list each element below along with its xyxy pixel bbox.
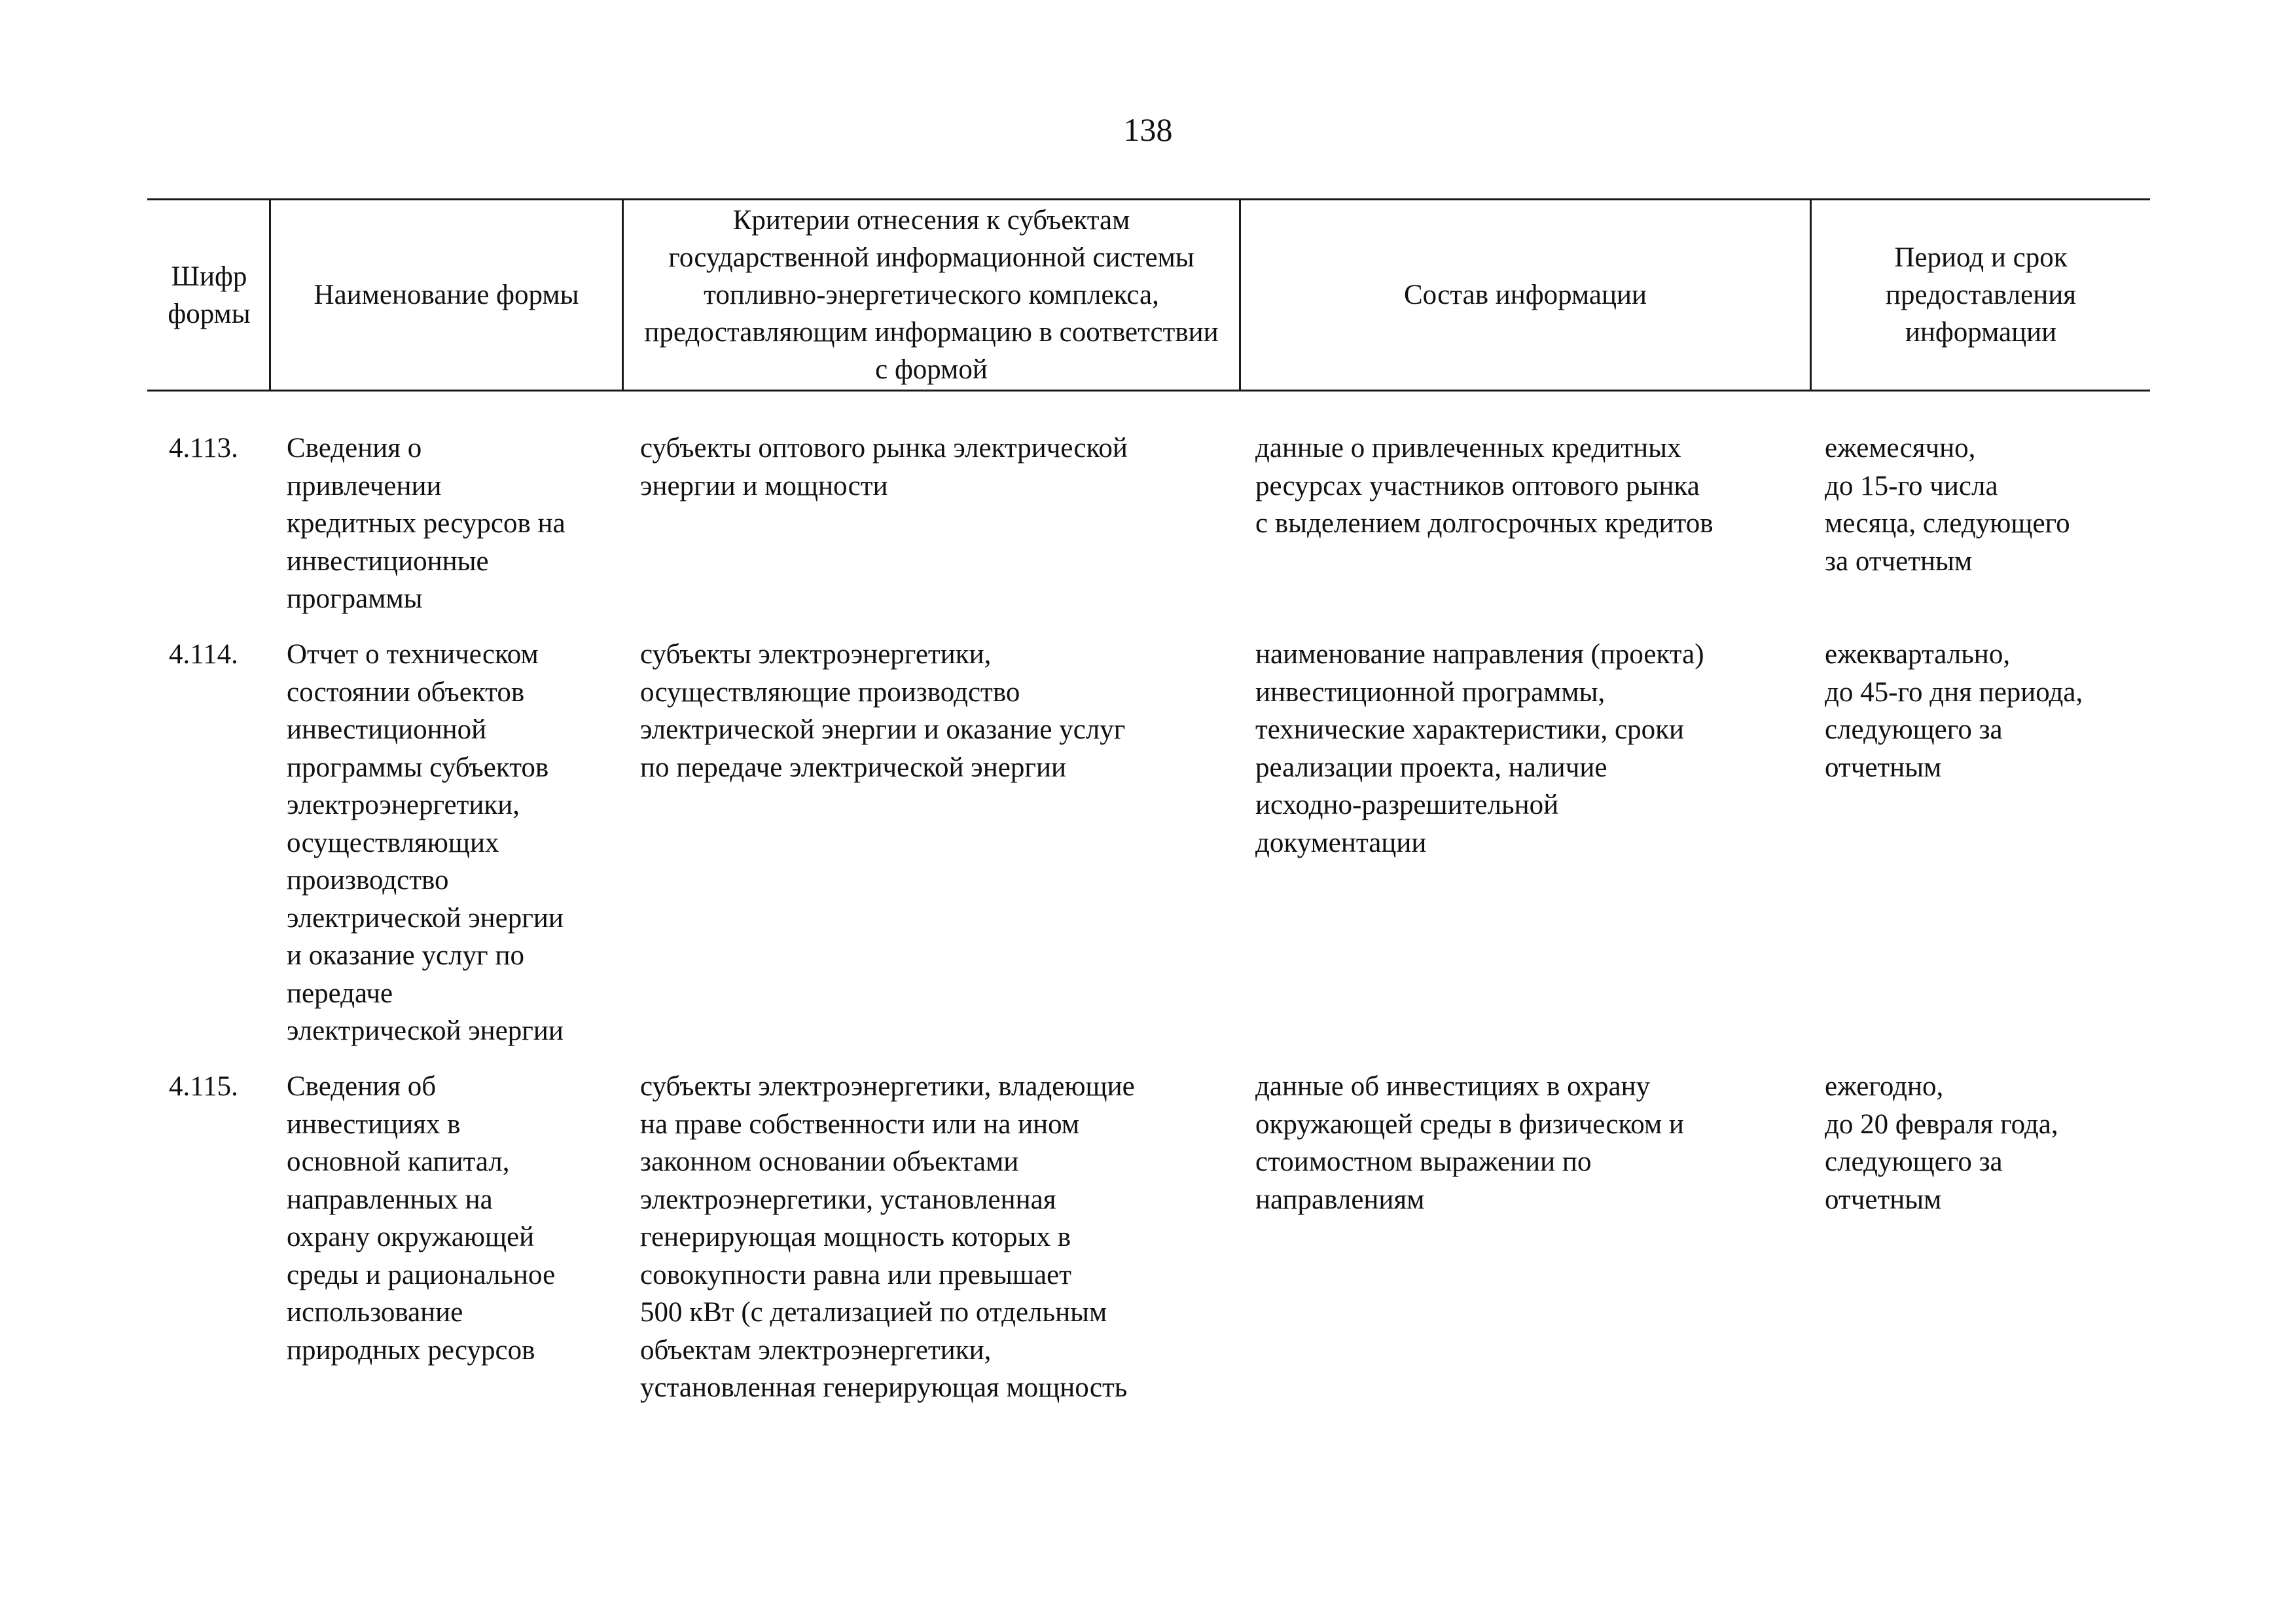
- row-code: 4.115.: [169, 1071, 238, 1102]
- row-code: 4.113.: [169, 433, 238, 464]
- header-info: Состав информации: [1403, 280, 1647, 310]
- header-period: Период и срок предоставления информации: [1885, 242, 2077, 348]
- table-header-bottom-rule: [147, 390, 2150, 392]
- row-form-name: Сведения об инвестициях в основной капитал, направленных на охрану окружающей среды и рациональное использование природных ресурсов: [287, 1071, 556, 1366]
- row-period: ежемесячно, до 15-го числа месяца, следующего за отчетным: [1825, 433, 2070, 577]
- header-criteria: Критерии отнесения к субъектам государственной информационной системы топливно-энергетического комплекса, предоставляющим информацию в соответствии с формой: [644, 205, 1219, 385]
- row-code: 4.114.: [169, 639, 238, 670]
- row-criteria: субъекты электроэнергетики, осуществляющие производство электрической энергии и оказание услуг по передаче электрической энергии: [640, 639, 1126, 783]
- row-form-name: Сведения о привлечении кредитных ресурсов на инвестиционные программы: [287, 433, 565, 614]
- page-number: 138: [1123, 111, 1173, 148]
- row-info: данные о привлеченных кредитных ресурсах участников оптового рынка с выделением долгосрочных кредитов: [1255, 433, 1713, 539]
- header-code: Шифр формы: [168, 261, 251, 329]
- row-criteria: субъекты электроэнергетики, владеющие на праве собственности или на ином законном основании объектами электроэнергетики, установленная генерирующая мощность которых в совокупности равна или превышает 500 кВт (с детализацией по отдельным объектам электроэнергетики, установленная генерирующая мощность: [640, 1071, 1135, 1403]
- row-period: ежеквартально, до 45-го дня периода, следующего за отчетным: [1825, 639, 2083, 783]
- header-name: Наименование формы: [314, 280, 579, 310]
- row-info: данные об инвестициях в охрану окружающей среды в физическом и стоимостном выражении по направлениям: [1255, 1071, 1684, 1215]
- row-criteria: субъекты оптового рынка электрической энергии и мощности: [640, 433, 1128, 501]
- row-period: ежегодно, до 20 февраля года, следующего за отчетным: [1825, 1071, 2058, 1215]
- row-form-name: Отчет о техническом состоянии объектов инвестиционной программы субъектов электроэнергетики, осуществляющих производство электрической энергии и оказание услуг по передаче электрической энергии: [287, 639, 564, 1046]
- row-info: наименование направления (проекта) инвестиционной программы, технические характеристики, сроки реализации проекта, наличие исходно-разрешительной документации: [1255, 639, 1704, 858]
